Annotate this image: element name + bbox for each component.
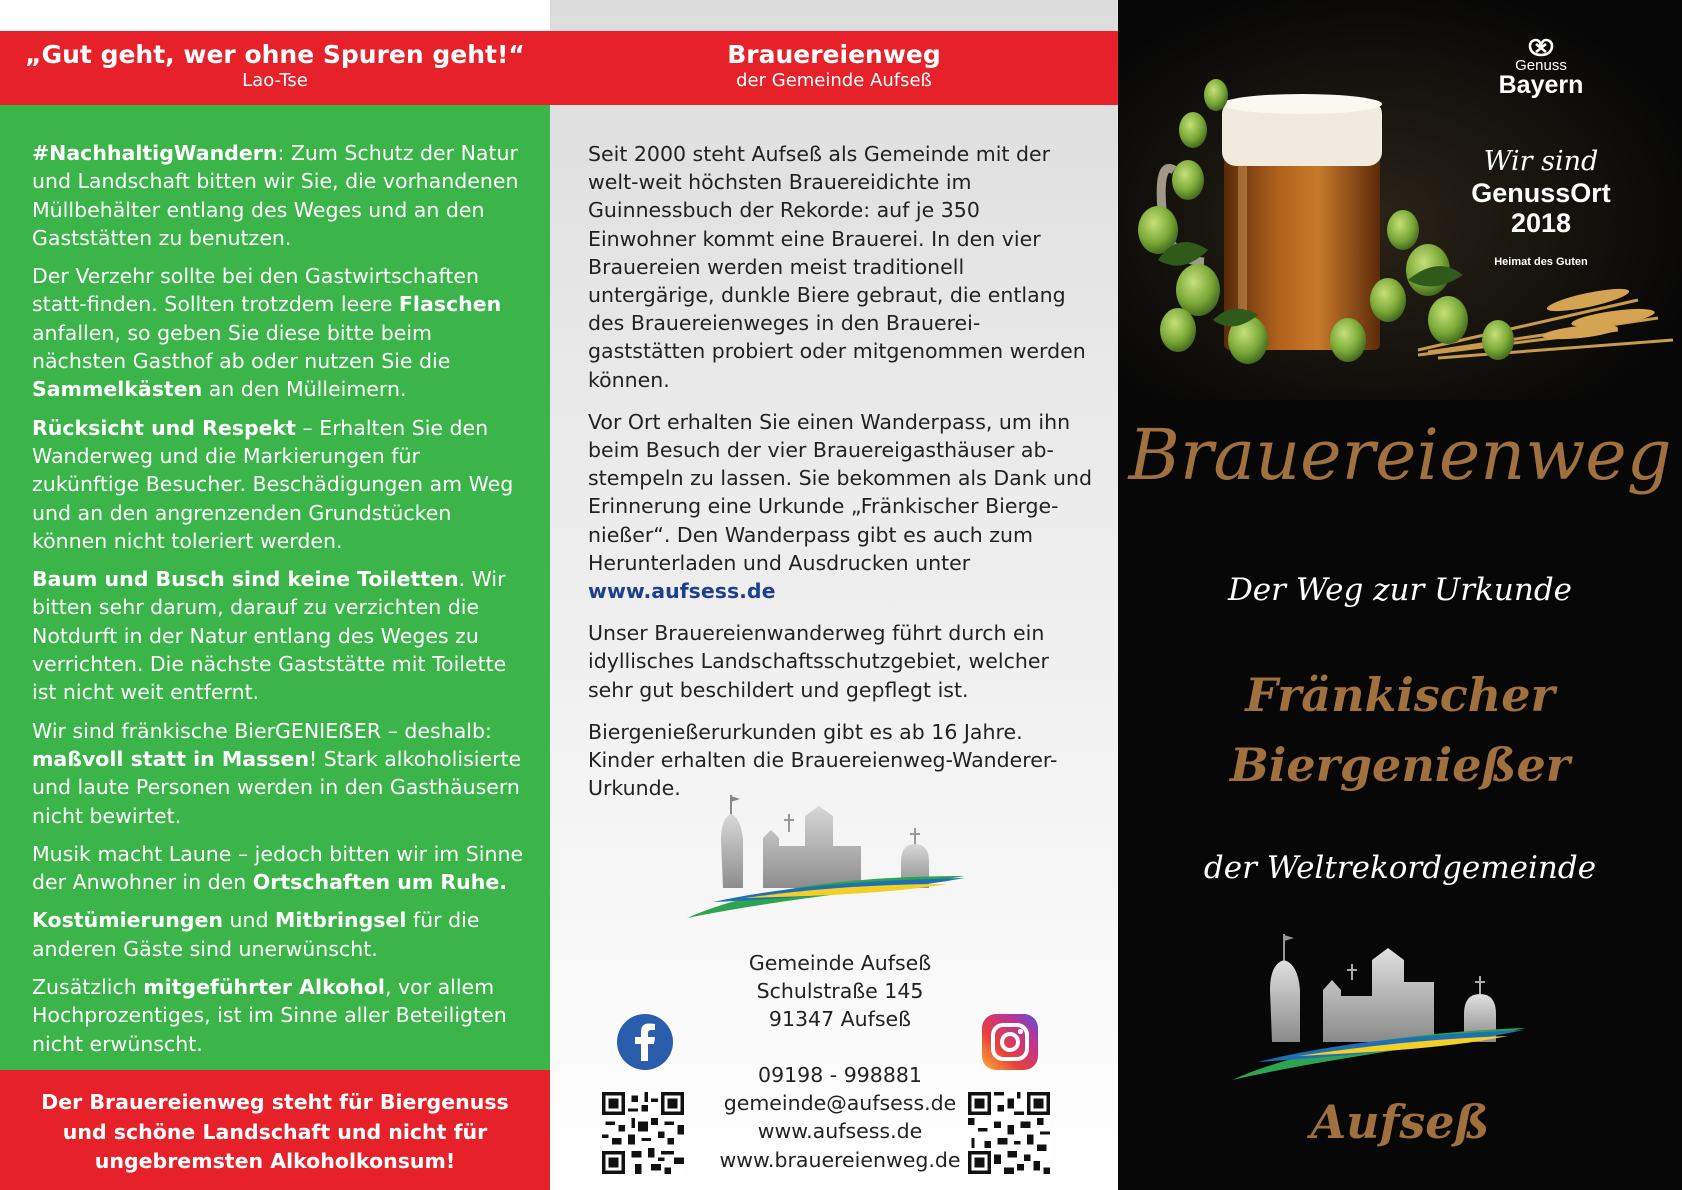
rule-paragraph: Kostümierungen und Mitbringsel für die anderen Gäste sind unerwünscht. — [32, 908, 480, 961]
village-logo — [685, 790, 970, 925]
paragraph: Biergenießerurkunden gibt es ab 16 Jahre. Kinder erhalten die Brauereienweg-Wanderer-Urkunde. — [588, 719, 1058, 801]
badge-tagline: Heimat des Guten — [1494, 256, 1588, 268]
closing-statement — [0, 1070, 550, 1190]
facebook-icon[interactable] — [616, 1013, 674, 1071]
address-block — [710, 949, 970, 1034]
badge-genussort: GenussOrt — [1471, 178, 1611, 208]
emphasis-text: Baum und Busch sind keine Toiletten — [32, 567, 459, 592]
emphasis-text: Ortschaften um Ruhe. — [252, 870, 508, 895]
emphasis-text: #NachhaltigWandern — [32, 141, 278, 165]
phone-number: 09198 - 998881 — [758, 1063, 922, 1087]
emphasis-text: Mitbringsel — [275, 908, 407, 933]
badge-wir-sind: Wir sind — [1483, 146, 1599, 177]
middle-panel — [550, 0, 1118, 1190]
cover-tagline: Der Weg zur Urkunde — [1227, 572, 1573, 608]
rules-text — [32, 139, 528, 1068]
closing-line: ungebremsten Alkoholkonsum! — [94, 1149, 456, 1173]
pretzel-icon — [1528, 38, 1554, 58]
brauereienweg-link[interactable]: www.brauereienweg.de — [719, 1147, 961, 1172]
badge-year: 2018 — [1510, 208, 1572, 238]
rule-paragraph: Baum und Busch sind keine Toiletten. Wir bitten sehr darum, darauf zu verzichten die Notdurft in der Natur entlang des Weges zu verrichten. Die nächste Gaststätte mit Toilette ist nicht weit entfernt. — [32, 567, 507, 705]
badge-bayern: Bayern — [1498, 71, 1584, 99]
emphasis-text: Kostümierungen — [32, 908, 223, 933]
quote-header — [0, 31, 550, 105]
rule-paragraph: Rücksicht und Respekt – Erhalten Sie den Wanderweg und die Markierungen für zukünftige Besucher. Beschädigungen am Weg und an den angrenzenden Grundstücken können nicht toleriert werden. — [32, 415, 514, 553]
genuss-bayern-logo — [1456, 38, 1626, 97]
script-title: Brauereienweg — [1128, 414, 1672, 496]
rule-paragraph: Wir sind fränkische BierGENIEẞER – deshalb: maßvoll statt in Massen! Stark alkoholisierte und laute Personen werden in den Gasthäusern nicht bewirtet. — [32, 718, 522, 828]
village-logo — [1228, 930, 1528, 1085]
middle-header — [550, 31, 1118, 105]
badge-genuss: Genuss — [1515, 57, 1567, 74]
address-line: 91347 Aufseß — [768, 1007, 912, 1032]
emphasis-text: Sammelkästen — [32, 377, 203, 402]
cover-subtitle: der Weltrekordgemeinde — [1203, 850, 1597, 886]
intro-text — [588, 140, 1093, 816]
left-panel — [0, 0, 550, 1190]
paragraph — [588, 408, 1093, 605]
emphasis-text: mitgeführter Alkohol — [143, 975, 385, 1000]
quote-author: Lao-Tse — [242, 70, 308, 91]
quote-text: „Gut geht, wer ohne Spuren geht!“ — [25, 40, 525, 69]
emphasis-text: Rücksicht und Respekt — [32, 415, 296, 440]
contact-block — [710, 1061, 970, 1174]
place-name: Aufseß — [1310, 1095, 1490, 1149]
rule-paragraph: Musik macht Laune – jedoch bitten wir im Sinne der Anwohner in den Ortschaften um Ruhe. — [32, 841, 524, 895]
rule-paragraph: #NachhaltigWandern: Zum Schutz der Natur und Landschaft bitten wir Sie, die vorhandenen Müllbehälter entlang des Weges und an den Gaststätten zu benutzen. — [32, 141, 519, 250]
instagram-icon[interactable] — [981, 1013, 1039, 1071]
top-margin — [0, 0, 550, 31]
rule-paragraph: Der Verzehr sollte bei den Gastwirtschaften statt-finden. Sollten trotzdem leere Flaschen anfallen, so geben Sie diese bitte beim nächsten Gasthof ab oder nutzen Sie die Sammelkästen an den Mülleimern. — [32, 264, 502, 402]
genussort-badge — [1436, 146, 1646, 268]
cover-title-line1: Fränkischer — [1245, 668, 1555, 722]
address-line: Schulstraße 145 — [756, 979, 924, 1004]
paragraph-text: Vor Ort erhalten Sie einen Wanderpass, um ihn beim Besuch der vier Brauereigasthäuser ab-stempeln zu lassen. Sie bekommen als Dank und Erinnerung eine Urkunde „Fränkischer Bierge-nießer“. Den Wanderpass gibt es auch zum Herunterladen und Ausdrucken unter — [588, 409, 1093, 575]
qr-code-icon[interactable] — [968, 1092, 1050, 1174]
website-link[interactable]: www.aufsess.de — [757, 1119, 923, 1144]
paragraph: Unser Brauereienwanderweg führt durch ein idyllisches Landschaftsschutzgebiet, welcher sehr gut beschildert und gepflegt ist. — [588, 621, 1049, 702]
email-link[interactable]: gemeinde@aufsess.de — [723, 1091, 957, 1116]
middle-title: Brauereienweg — [727, 40, 941, 69]
closing-line: Der Brauereienweg steht für Biergenuss — [41, 1090, 509, 1114]
emphasis-text: maßvoll statt in Massen — [32, 746, 310, 771]
qr-code-icon[interactable] — [602, 1092, 684, 1174]
cover-panel — [1118, 0, 1682, 1190]
rule-paragraph: Zusätzlich mitgeführter Alkohol, vor allem Hochprozentiges, ist im Sinne aller Beteiligten nicht erwünscht. — [32, 975, 507, 1056]
paragraph: Seit 2000 steht Aufseß als Gemeinde mit der welt-weit höchsten Brauereidichte im Guinnessbuch der Rekorde: auf je 350 Einwohner kommt eine Brauerei. In den vier Brauereien werden meist traditionell untergärige, dunkle Biere gebraut, die entlang des Brauereienweges in den Brauerei-gaststätten probiert oder mitgenommen werden können. — [588, 142, 1086, 392]
middle-subtitle: der Gemeinde Aufseß — [736, 70, 932, 91]
address-line: Gemeinde Aufseß — [748, 951, 932, 975]
cover-title-line2: Biergenießer — [1230, 738, 1570, 792]
closing-line: und schöne Landschaft und nicht für — [62, 1119, 488, 1144]
website-link[interactable]: www.aufsess.de — [588, 579, 776, 604]
emphasis-text: Flaschen — [398, 292, 502, 317]
